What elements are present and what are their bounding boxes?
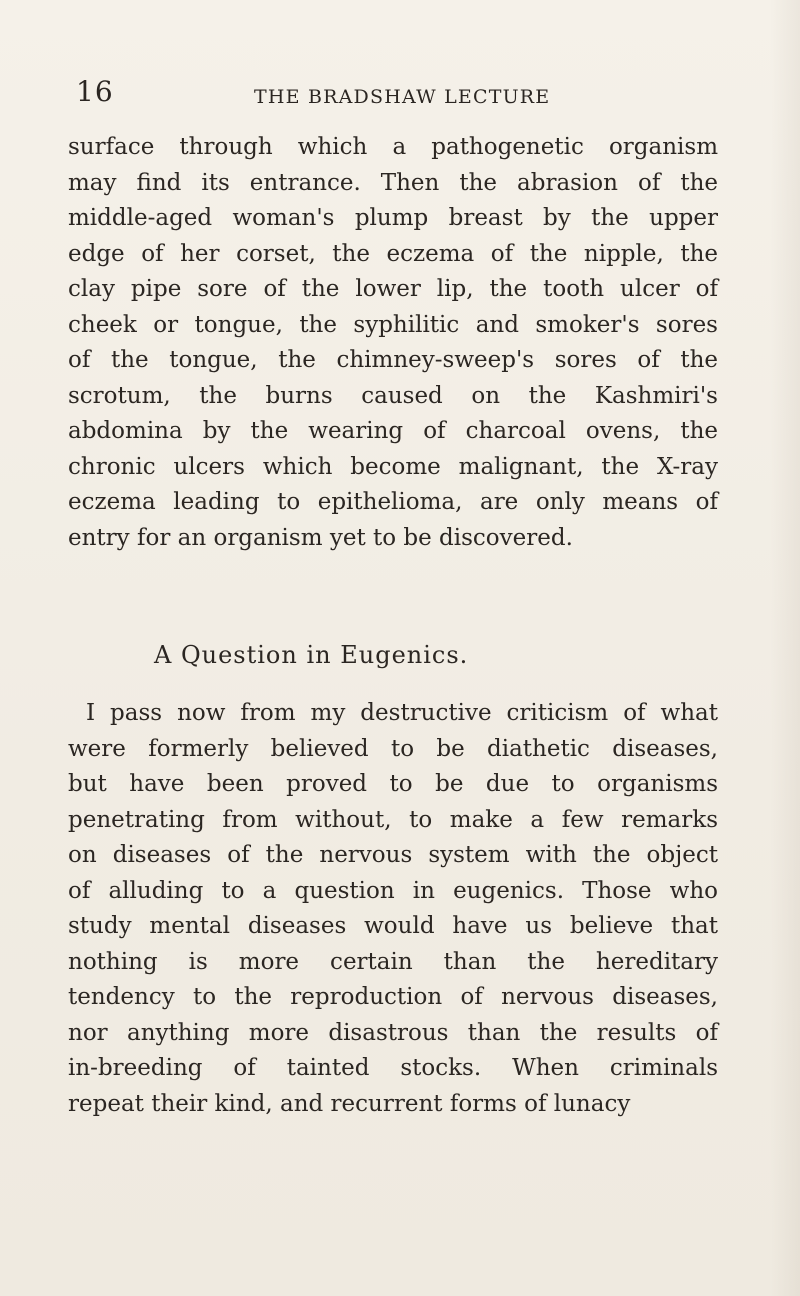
text-line: of the tongue, the chimney-sweep's sores of the [68,347,718,373]
text-line: repeat their kind, and recurrent forms of lunacy [68,1090,631,1117]
section-heading: A Question in Eugenics. [154,641,469,669]
text-line: surface through which a pathogenetic organism [68,134,718,160]
text-line: study mental diseases would have us believe that [68,913,718,939]
text-line: entry for an organism yet to be discovered. [68,524,573,551]
text-line: of alluding to a question in eugenics. Those who [68,877,718,904]
text-line: scrotum, the burns caused on the Kashmiri's [68,382,718,409]
text-line: abdomina by the wearing of charcoal ovens, the [68,418,718,444]
text-line: cheek or tongue, the syphilitic and smoker's sores [68,311,718,338]
page-number: 16 [76,75,114,108]
text-line: I pass now from my destructive criticism of what [86,700,718,726]
text-line: chronic ulcers which become malignant, the X-ray [68,453,718,480]
paragraph-entry-points [68,130,718,556]
text-line: middle-aged woman's plump breast by the upper [68,205,718,231]
text-line: edge of her corset, the eczema of the nipple, the [68,240,718,267]
text-line: may find its entrance. Then the abrasion of the [68,169,718,196]
paragraph-eugenics [68,696,718,1122]
text-line: tendency to the reproduction of nervous diseases, [68,984,718,1010]
text-line: were formerly believed to be diathetic diseases, [68,735,718,762]
text-line: but have been proved to be due to organisms [68,771,718,797]
page-edge-shadow [770,0,800,1296]
text-line: in-breeding of tainted stocks. When criminals [68,1055,718,1081]
text-line: nothing is more certain than the hereditary [68,948,718,975]
text-line: eczema leading to epithelioma, are only means of [68,489,718,515]
running-head: THE BRADSHAW LECTURE [254,86,551,108]
text-line: nor anything more disastrous than the results of [68,1019,718,1046]
text-line: on diseases of the nervous system with the object [68,842,718,868]
page-header [76,75,746,118]
text-line: clay pipe sore of the lower lip, the tooth ulcer of [68,276,718,302]
text-line: penetrating from without, to make a few remarks [68,806,718,833]
